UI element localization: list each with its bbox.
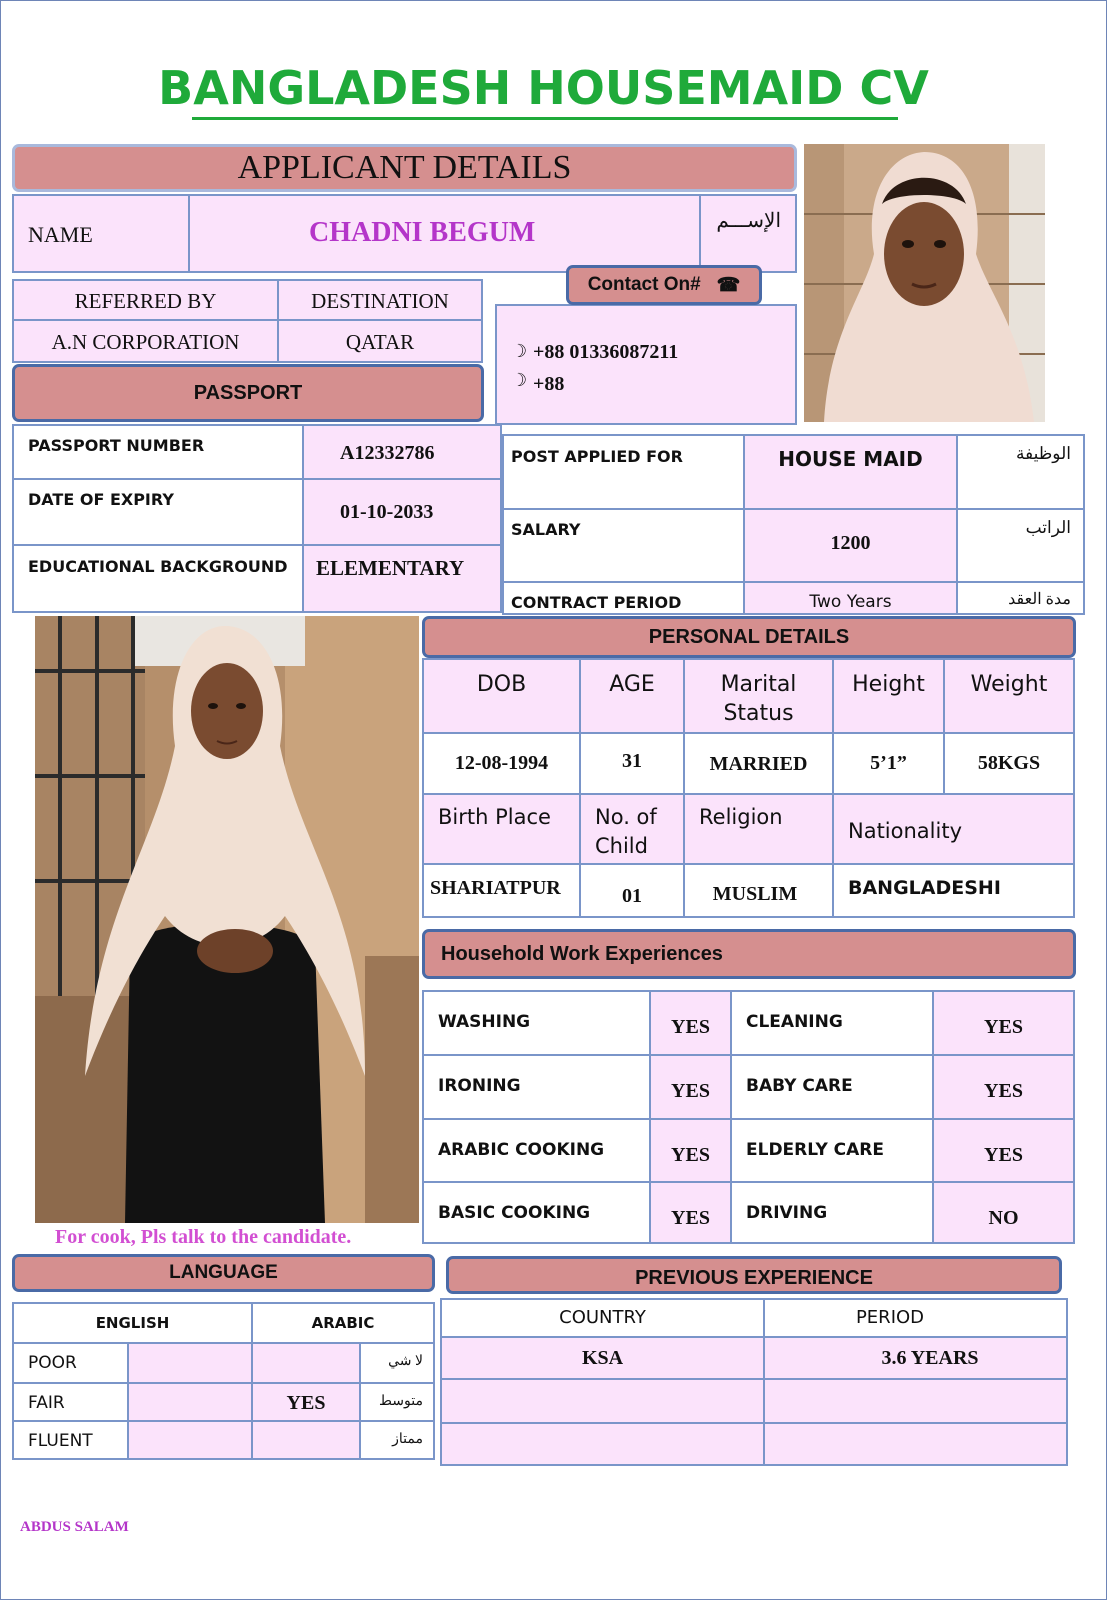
dob-label: DOB: [476, 672, 527, 697]
passport-number-value-cell: [302, 424, 502, 480]
age-label: AGE: [609, 672, 655, 697]
full-body-illustration: [35, 616, 419, 1223]
language-head-english-cell: [12, 1302, 253, 1344]
household-cell: [422, 1054, 651, 1120]
expiry-label-cell: [12, 478, 304, 546]
household-skill-value: YES: [984, 1144, 1023, 1166]
salary-label-ar: الراتب: [1025, 518, 1071, 537]
expiry-value-cell: [302, 478, 502, 546]
footer-name: ABDUS SALAM: [20, 1519, 129, 1535]
height-label: Height: [852, 672, 925, 697]
language-cell: [127, 1382, 253, 1422]
language-cell: [251, 1342, 361, 1384]
birthplace-label-cell: [422, 793, 581, 865]
name-ar-cell: [699, 194, 797, 273]
phone-icon: ☽: [511, 370, 528, 391]
language-level-label: FAIR: [28, 1393, 65, 1413]
passport-title: PASSPORT: [193, 381, 303, 404]
household-cell: [932, 990, 1075, 1056]
contract-label-ar: مدة العقد: [1008, 591, 1071, 608]
education-value: ELEMENTARY: [316, 556, 465, 580]
salary-value-cell: [743, 508, 958, 583]
contact-line-1: +88 01336087211: [533, 341, 679, 363]
cook-note: For cook, Pls talk to the candidate.: [55, 1226, 352, 1248]
passport-number-value: A12332786: [340, 442, 435, 464]
nationality-value-cell: [832, 863, 1075, 918]
nationality-label: Nationality: [848, 819, 963, 843]
household-skill-label: ELDERLY CARE: [746, 1140, 885, 1160]
religion-value-cell: [683, 863, 834, 918]
language-cell: [12, 1382, 129, 1422]
salary-label: SALARY: [511, 520, 581, 539]
dob-label-cell: [422, 658, 581, 734]
post-value-cell: [743, 434, 958, 510]
height-value-cell: [832, 732, 945, 795]
salary-value: 1200: [830, 532, 871, 554]
previous-experience-cell: [763, 1378, 1068, 1424]
age-label-cell: [579, 658, 685, 734]
birthplace-value: SHARIATPUR: [430, 877, 561, 899]
marital-value-cell: [683, 732, 834, 795]
previous-period-value: 3.6 YEARS: [881, 1347, 979, 1369]
language-cell: [12, 1342, 129, 1384]
household-cell: [422, 1181, 651, 1244]
language-arabic-value: YES: [286, 1392, 326, 1414]
nationality-label-cell: [832, 793, 1075, 865]
household-header: [422, 929, 1076, 979]
household-skill-value: YES: [671, 1080, 710, 1102]
language-level-label-ar: متوسط: [379, 1394, 423, 1409]
contract-ar-cell: [956, 581, 1085, 615]
expiry-value: 01-10-2033: [340, 501, 434, 523]
household-skill-label: WASHING: [438, 1012, 531, 1032]
destination-value: QATAR: [345, 330, 415, 354]
previous-experience-header: [446, 1256, 1062, 1294]
language-col-english: ENGLISH: [95, 1314, 170, 1332]
household-skill-value: YES: [671, 1016, 710, 1038]
household-cell: [649, 1054, 732, 1120]
contact-line-2: +88: [533, 373, 565, 395]
contract-label: CONTRACT PERIOD: [511, 593, 682, 612]
language-level-label: FLUENT: [28, 1431, 93, 1451]
children-label-line2: Child: [595, 834, 648, 858]
weight-label: Weight: [970, 672, 1048, 697]
contract-label-cell: [502, 581, 745, 615]
name-label: NAME: [28, 222, 93, 247]
household-cell: [730, 990, 934, 1056]
previous-country-value: KSA: [581, 1347, 624, 1369]
language-cell: [12, 1420, 129, 1460]
applicant-details-header: [12, 144, 797, 192]
post-label-cell: [502, 434, 745, 510]
contact-box: [495, 304, 797, 425]
household-cell: [730, 1054, 934, 1120]
height-value: 5’1”: [870, 752, 907, 774]
nationality-value: BANGLADESHI: [848, 877, 1001, 899]
page-title: BANGLADESH HOUSEMAID CV: [158, 61, 929, 115]
children-value-cell: [579, 863, 685, 918]
language-level-label-ar: ممتاز: [392, 1432, 423, 1447]
household-skill-value: YES: [984, 1080, 1023, 1102]
household-cell: [649, 1118, 732, 1183]
salary-label-cell: [502, 508, 745, 583]
destination-label: DESTINATION: [311, 289, 449, 313]
language-cell: [359, 1382, 435, 1422]
household-skill-value: YES: [671, 1144, 710, 1166]
previous-experience-cell: [440, 1336, 765, 1380]
dob-value-cell: [422, 732, 581, 795]
dob-value: 12-08-1994: [454, 752, 549, 774]
education-label: EDUCATIONAL BACKGROUND: [28, 557, 288, 576]
age-value: 31: [622, 750, 642, 772]
destination-label-cell: [277, 279, 483, 321]
children-label-line1: No. of: [595, 805, 657, 829]
previous-experience-cell: [763, 1422, 1068, 1466]
household-skill-label: BABY CARE: [746, 1076, 853, 1096]
education-value-cell: [302, 544, 502, 613]
household-cell: [932, 1181, 1075, 1244]
applicant-details-title: APPLICANT DETAILS: [237, 149, 572, 186]
weight-value: 58KGS: [977, 752, 1041, 774]
household-cell: [932, 1118, 1075, 1183]
household-skill-label: BASIC COOKING: [438, 1203, 591, 1223]
household-skill-value: NO: [988, 1207, 1019, 1229]
language-level-label-ar: لا شي: [388, 1354, 423, 1369]
referred-label-cell: [12, 279, 279, 321]
previous-experience-cell: [440, 1422, 765, 1466]
household-cell: [649, 990, 732, 1056]
religion-label-cell: [683, 793, 834, 865]
contact-header: [566, 265, 762, 305]
destination-value-cell: [277, 319, 483, 363]
post-value: HOUSE MAID: [778, 447, 923, 471]
personal-details-title: PERSONAL DETAILS: [648, 625, 850, 648]
weight-value-cell: [943, 732, 1075, 795]
referred-by-label: REFERRED BY: [74, 289, 217, 313]
marital-value: MARRIED: [709, 753, 808, 775]
marital-label-line1: Marital: [720, 672, 797, 697]
passport-number-label-cell: [12, 424, 304, 480]
passport-number-label: PASSPORT NUMBER: [28, 436, 205, 455]
previous-head-country-cell: [440, 1298, 765, 1338]
passport-header: [12, 364, 484, 422]
headshot-illustration: [804, 144, 1045, 422]
phone-icon: ☎: [716, 274, 741, 296]
name-value-cell: [188, 194, 701, 273]
household-skill-value: YES: [984, 1016, 1023, 1038]
expiry-label: DATE OF EXPIRY: [28, 490, 174, 509]
household-skill-label: DRIVING: [746, 1203, 828, 1223]
name-label-cell: [12, 194, 190, 273]
phone-icon: ☽: [511, 341, 528, 362]
referred-by-value: A.N CORPORATION: [51, 330, 240, 354]
contract-value-cell: [743, 581, 958, 615]
religion-label: Religion: [699, 805, 783, 829]
household-cell: [422, 990, 651, 1056]
previous-col-period: PERIOD: [855, 1307, 925, 1328]
marital-label-line2: Status: [723, 701, 794, 726]
contact-label: Contact On#: [587, 274, 701, 295]
previous-col-country: COUNTRY: [559, 1307, 646, 1328]
language-cell: [251, 1420, 361, 1460]
language-level-label: POOR: [28, 1353, 77, 1373]
age-value-cell: [579, 732, 685, 795]
household-cell: [730, 1118, 934, 1183]
language-cell: [127, 1420, 253, 1460]
household-skill-label: CLEANING: [746, 1012, 843, 1032]
contract-value: Two Years: [809, 592, 892, 612]
religion-value: MUSLIM: [712, 883, 798, 905]
household-cell: [422, 1118, 651, 1183]
height-label-cell: [832, 658, 945, 734]
children-value: 01: [622, 885, 642, 907]
household-title: Household Work Experiences: [441, 942, 723, 965]
post-ar-cell: [956, 434, 1085, 510]
household-skill-label: ARABIC COOKING: [438, 1140, 605, 1160]
household-skill-value: YES: [671, 1207, 710, 1229]
language-col-arabic: ARABIC: [311, 1314, 375, 1332]
household-cell: [730, 1181, 934, 1244]
previous-head-period-cell: [763, 1298, 1068, 1338]
language-cell: [359, 1420, 435, 1460]
applicant-name: CHADNI BEGUM: [309, 217, 536, 248]
previous-experience-cell: [763, 1336, 1068, 1380]
education-label-cell: [12, 544, 304, 613]
personal-details-header: [422, 616, 1076, 658]
household-cell: [649, 1181, 732, 1244]
language-title: LANGUAGE: [169, 1262, 278, 1283]
post-label-ar: الوظيفة: [1015, 444, 1071, 463]
children-label-cell: [579, 793, 685, 865]
household-cell: [932, 1054, 1075, 1120]
post-label: POST APPLIED FOR: [511, 447, 683, 466]
language-cell: [127, 1342, 253, 1384]
language-cell: [359, 1342, 435, 1384]
birthplace-value-cell: [422, 863, 581, 918]
weight-label-cell: [943, 658, 1075, 734]
birthplace-label: Birth Place: [438, 805, 551, 829]
language-cell: [251, 1382, 361, 1422]
previous-experience-title: PREVIOUS EXPERIENCE: [635, 1266, 873, 1289]
language-header: [12, 1254, 435, 1292]
salary-ar-cell: [956, 508, 1085, 583]
name-label-ar: الإســـم: [716, 210, 781, 232]
referred-value-cell: [12, 319, 279, 363]
applicant-headshot-photo: [804, 144, 1045, 422]
marital-label-cell: [683, 658, 834, 734]
title-underline: [192, 117, 898, 120]
previous-experience-cell: [440, 1378, 765, 1424]
applicant-full-photo: [35, 616, 419, 1223]
language-head-arabic-cell: [251, 1302, 435, 1344]
household-skill-label: IRONING: [438, 1076, 521, 1096]
